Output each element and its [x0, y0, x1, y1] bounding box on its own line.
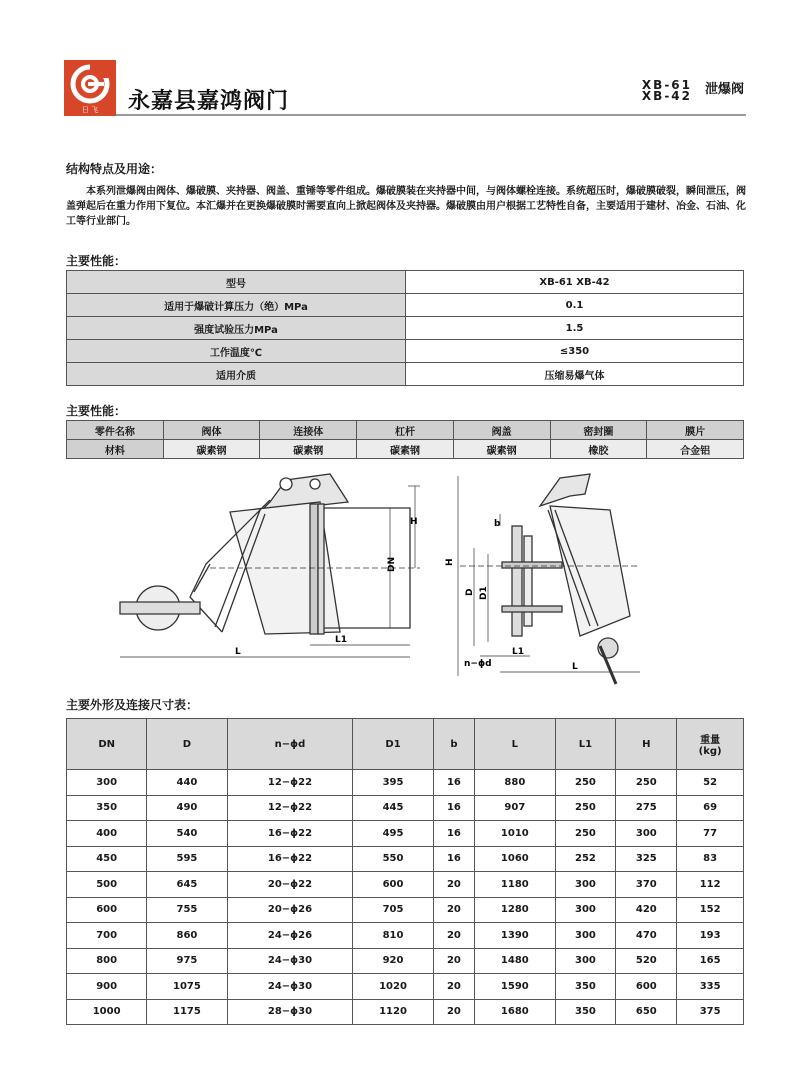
performance-row [67, 317, 744, 340]
dimensions-cell: 28−ϕ30 [227, 999, 353, 1025]
dimensions-cell: 900 [67, 974, 147, 1000]
materials-title: 主要性能： [66, 404, 127, 418]
materials-cell: 密封圈 [550, 421, 647, 440]
materials-row-materials [67, 440, 744, 459]
label-L1-side: L1 [335, 635, 347, 645]
materials-cell: 杠杆 [357, 421, 454, 440]
dimensions-cell: 500 [67, 872, 147, 898]
dimensions-cell: 20 [433, 974, 475, 1000]
dimensions-cell: 1020 [353, 974, 433, 1000]
label-L-front: L [572, 662, 578, 672]
dimensions-cell: 24−ϕ30 [227, 974, 353, 1000]
dimensions-cell: 810 [353, 923, 433, 949]
performance-row [67, 271, 744, 294]
dimensions-header: D1 [353, 719, 433, 770]
dimensions-cell: 595 [147, 846, 227, 872]
dimensions-cell: 20 [433, 872, 475, 898]
label-nd: n−ϕd [464, 659, 492, 669]
label-D: D [465, 588, 475, 596]
dimensions-cell: 24−ϕ30 [227, 948, 353, 974]
materials-cell: 阀盖 [453, 421, 550, 440]
dimensions-cell: 1120 [353, 999, 433, 1025]
label-DN: DN [387, 556, 397, 572]
dimensions-header: DN [67, 719, 147, 770]
dimensions-cell: 920 [353, 948, 433, 974]
materials-cell: 连接体 [260, 421, 357, 440]
performance-row [67, 294, 744, 317]
performance-title: 主要性能： [66, 254, 127, 268]
dimensions-cell: 1010 [475, 821, 555, 847]
dimensions-cell: 20 [433, 948, 475, 974]
dimensions-cell: 300 [555, 948, 616, 974]
materials-table [66, 420, 744, 459]
performance-label: 适用介质 [67, 363, 406, 386]
dimensions-cell: 300 [555, 872, 616, 898]
dimensions-cell: 600 [616, 974, 677, 1000]
dimensions-header: n−ϕd [227, 719, 353, 770]
dimensions-cell: 520 [616, 948, 677, 974]
dimensions-cell: 20 [433, 999, 475, 1025]
table-row [67, 821, 744, 847]
table-row [67, 872, 744, 898]
model-block [642, 80, 744, 102]
dimensions-cell: 16−ϕ22 [227, 821, 353, 847]
dimensions-cell: 24−ϕ26 [227, 923, 353, 949]
table-row [67, 770, 744, 796]
dimensions-header: L [475, 719, 555, 770]
dimensions-cell: 1590 [475, 974, 555, 1000]
dimensions-cell: 445 [353, 795, 433, 821]
dimensions-cell: 375 [677, 999, 744, 1025]
structure-paragraph: 本系列泄爆阀由阀体、爆破膜、夹持器、阀盖、重锤等零件组成。爆破膜装在夹持器中间，与阀体螺栓连接。系统超压时，爆破膜破裂，瞬间泄压，阀盖弹起后在重力作用下复位。本汇爆并在更换爆破膜时需要直向上掀起阀体及夹持器。爆破膜由用户根据工艺特性自备，主要适用于建材、冶金、石油、化工等行业部门。 [66, 186, 746, 227]
dimensions-cell: 300 [616, 821, 677, 847]
dimensions-cell: 16 [433, 821, 475, 847]
logo-text: 日 飞 [81, 106, 99, 114]
header-divider [116, 114, 746, 116]
materials-cell: 合金铝 [647, 440, 744, 459]
dimensions-cell: 880 [475, 770, 555, 796]
performance-value: 0.1 [406, 294, 744, 317]
dimensions-cell: 83 [677, 846, 744, 872]
dimensions-cell: 1680 [475, 999, 555, 1025]
dimensions-cell: 440 [147, 770, 227, 796]
dimensions-cell: 370 [616, 872, 677, 898]
dimensions-cell: 550 [353, 846, 433, 872]
dimensions-cell: 1390 [475, 923, 555, 949]
dimensions-cell: 800 [67, 948, 147, 974]
dimensions-cell: 350 [67, 795, 147, 821]
dimensions-cell: 755 [147, 897, 227, 923]
dimensions-cell: 16 [433, 846, 475, 872]
dimensions-cell: 450 [67, 846, 147, 872]
dimensions-header: H [616, 719, 677, 770]
materials-cell: 橡胶 [550, 440, 647, 459]
dimensions-cell: 165 [677, 948, 744, 974]
dimensions-cell: 395 [353, 770, 433, 796]
dimensions-title: 主要外形及连接尺寸表： [66, 698, 199, 712]
dimensions-cell: 12−ϕ22 [227, 795, 353, 821]
table-row [67, 948, 744, 974]
table-row [67, 999, 744, 1025]
dimensions-header-row [67, 719, 744, 770]
dimensions-cell: 325 [616, 846, 677, 872]
dimensions-cell: 705 [353, 897, 433, 923]
dimensions-cell: 250 [616, 770, 677, 796]
dimensions-cell: 20 [433, 897, 475, 923]
dimensions-cell: 1280 [475, 897, 555, 923]
dimensions-cell: 300 [555, 897, 616, 923]
dimensions-cell: 400 [67, 821, 147, 847]
dimensions-cell: 420 [616, 897, 677, 923]
materials-cell: 膜片 [647, 421, 744, 440]
dimensions-header: D [147, 719, 227, 770]
dimensions-cell: 112 [677, 872, 744, 898]
dimensions-cell: 193 [677, 923, 744, 949]
materials-row-parts [67, 421, 744, 440]
dimensions-cell: 540 [147, 821, 227, 847]
dimensions-cell: 470 [616, 923, 677, 949]
label-b: b [494, 519, 501, 529]
table-row [67, 974, 744, 1000]
materials-cell: 阀体 [163, 421, 260, 440]
dimensions-cell: 1060 [475, 846, 555, 872]
company-logo [64, 60, 116, 116]
dimensions-cell: 1000 [67, 999, 147, 1025]
dimensions-header: L1 [555, 719, 616, 770]
dimensions-cell: 275 [616, 795, 677, 821]
dimensions-cell: 250 [555, 795, 616, 821]
performance-value: ≤350 [406, 340, 744, 363]
table-row [67, 897, 744, 923]
dimensions-cell: 645 [147, 872, 227, 898]
performance-label: 适用于爆破计算压力（绝）MPa [67, 294, 406, 317]
dimensions-cell: 20 [433, 923, 475, 949]
dimensions-cell: 907 [475, 795, 555, 821]
dimensions-cell: 252 [555, 846, 616, 872]
materials-cell: 碳素钢 [260, 440, 357, 459]
performance-label: 工作温度℃ [67, 340, 406, 363]
dimensions-cell: 490 [147, 795, 227, 821]
dimensions-cell: 1480 [475, 948, 555, 974]
table-row [67, 846, 744, 872]
model-code-2: XB-42 [641, 89, 692, 103]
dimensions-cell: 600 [67, 897, 147, 923]
performance-value: XB-61 XB-42 [406, 271, 744, 294]
dimensions-header: b [433, 719, 475, 770]
materials-cell: 碳素钢 [163, 440, 260, 459]
label-D1: D1 [479, 586, 489, 600]
table-row [67, 923, 744, 949]
performance-row [67, 363, 744, 386]
label-H-side: H [410, 517, 418, 527]
dimensions-cell: 600 [353, 872, 433, 898]
dimensions-cell: 152 [677, 897, 744, 923]
dimensions-cell: 52 [677, 770, 744, 796]
materials-cell: 材料 [67, 440, 164, 459]
dimensions-cell: 20−ϕ26 [227, 897, 353, 923]
performance-table [66, 270, 744, 386]
performance-value: 压缩易爆气体 [406, 363, 744, 386]
table-row [67, 795, 744, 821]
dimensions-cell: 1075 [147, 974, 227, 1000]
performance-value: 1.5 [406, 317, 744, 340]
dimensions-cell: 12−ϕ22 [227, 770, 353, 796]
model-code-1: XB-61 [641, 78, 692, 92]
dimensions-cell: 335 [677, 974, 744, 1000]
dimensions-table [66, 718, 744, 1025]
side-view-drawing [110, 462, 420, 672]
dimensions-header: 重量 (kg) [677, 719, 744, 770]
label-L1-front: L1 [512, 647, 524, 657]
dimensions-cell: 16−ϕ22 [227, 846, 353, 872]
materials-cell: 碳素钢 [357, 440, 454, 459]
dimensions-cell: 1175 [147, 999, 227, 1025]
dimensions-cell: 16 [433, 770, 475, 796]
dimensions-cell: 700 [67, 923, 147, 949]
label-L-side: L [235, 647, 241, 657]
dimensions-cell: 250 [555, 770, 616, 796]
product-name: 泄爆阀 [704, 82, 744, 97]
structure-title: 结构特点及用途： [66, 162, 163, 176]
dimensions-cell: 20−ϕ22 [227, 872, 353, 898]
dimensions-cell: 860 [147, 923, 227, 949]
dimensions-cell: 250 [555, 821, 616, 847]
dimensions-cell: 16 [433, 795, 475, 821]
performance-label: 强度试验压力MPa [67, 317, 406, 340]
dimensions-cell: 69 [677, 795, 744, 821]
performance-label: 型号 [67, 271, 406, 294]
dimensions-cell: 350 [555, 999, 616, 1025]
company-name: 永嘉县嘉鸿阀门 [128, 88, 290, 114]
dimensions-cell: 1180 [475, 872, 555, 898]
performance-row [67, 340, 744, 363]
materials-cell: 碳素钢 [453, 440, 550, 459]
dimensions-cell: 300 [555, 923, 616, 949]
label-H-front: H [445, 558, 455, 566]
dimensions-cell: 495 [353, 821, 433, 847]
dimensions-cell: 300 [67, 770, 147, 796]
materials-cell: 零件名称 [67, 421, 164, 440]
dimensions-cell: 650 [616, 999, 677, 1025]
dimensions-cell: 77 [677, 821, 744, 847]
front-view-drawing [440, 466, 650, 686]
dimensions-cell: 975 [147, 948, 227, 974]
dimensions-cell: 350 [555, 974, 616, 1000]
